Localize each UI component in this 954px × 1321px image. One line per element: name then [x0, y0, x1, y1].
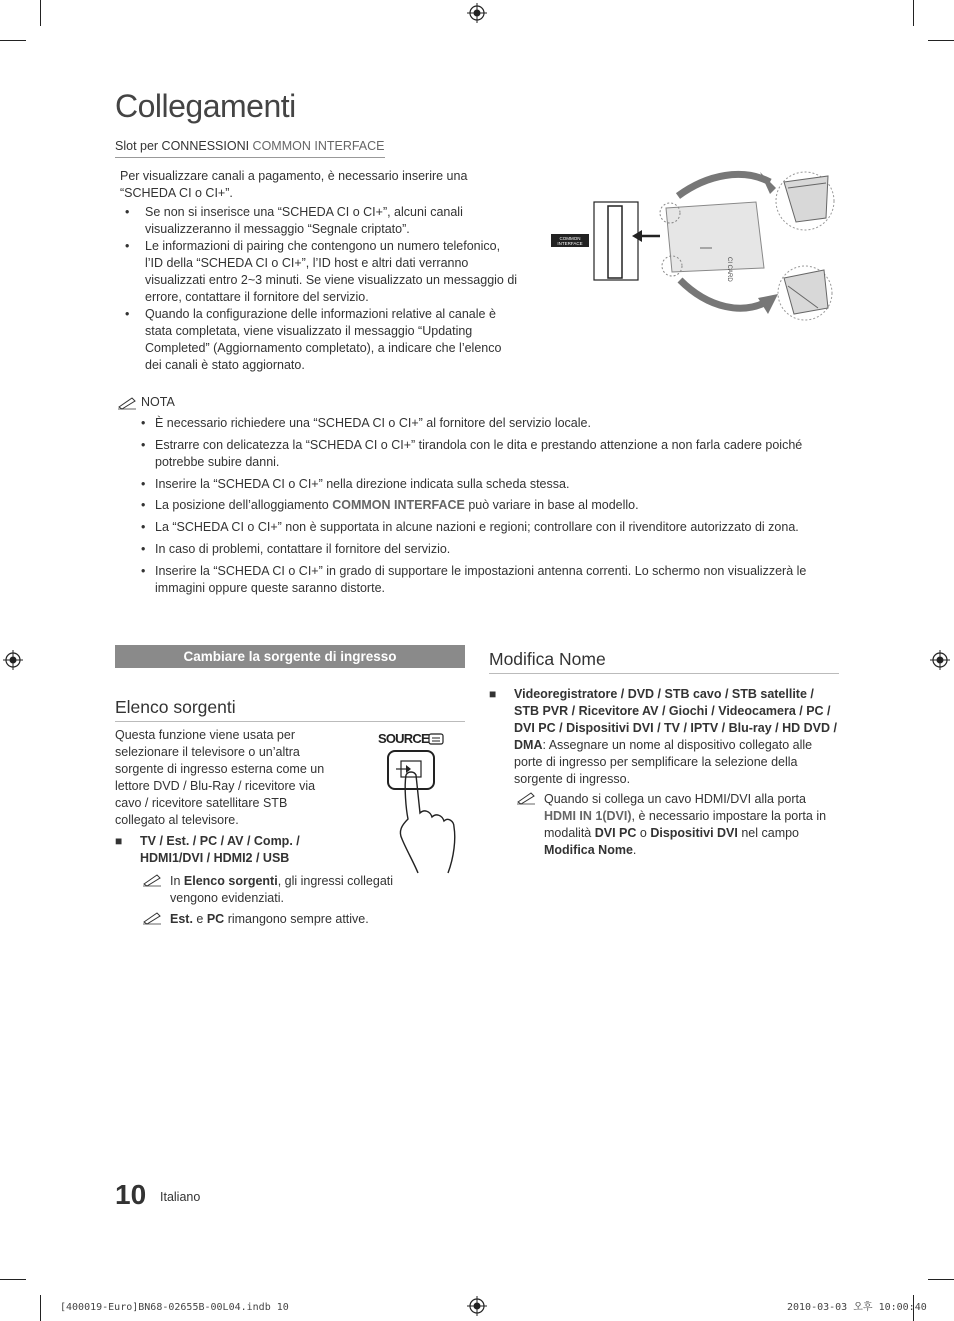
pencil-icon: [142, 911, 162, 925]
modifica-item-bold: Videoregistratore / DVD / STB cavo / STB satellite / STB PVR / Ricevitore AV / Giochi / Videocamera / PC / DVI PC / Dispositivi DVI / TV / IPTV / Blu-ray / HD DVD / DMA: [514, 687, 837, 752]
tv-slot-label: [551, 234, 589, 247]
top-arrow-icon: [760, 172, 776, 194]
nota-block: [117, 394, 847, 602]
elenco-notes: [140, 869, 410, 928]
modifica-note: [514, 787, 839, 859]
square-bullet-icon: ■: [115, 834, 123, 848]
list-item: • Quando la configurazione delle informazioni relative al canale è stata completata, viene visualizzato il messaggio “Updating Completed” (Aggiornamento completato), a indicare che l’elenco dei canali è stato aggiornato.: [120, 306, 520, 374]
section-subheading: [115, 138, 385, 158]
note-line: Quando si collega un cavo HDMI/DVI alla porta HDMI IN 1(DVI), è necessario impostare la porta in modalità DVI PC o Dispositivi DVI nel campo Modifica Nome.: [514, 791, 839, 859]
list-item: [115, 833, 325, 867]
source-icon: [429, 734, 443, 744]
source-button-illustration: [376, 727, 466, 877]
print-date-info: 2010-03-03 오후 10:00:40: [787, 1302, 927, 1313]
list-item: • Le informazioni di pairing che contengono un numero telefonico, l’ID della “SCHEDA CI o CI+”, l’ID host e altri dati verranno visualizzati entro 2~3 minuti. Se viene visualizzato un messaggio di errore, contattare il fornitore del servizio.: [120, 238, 520, 306]
modifica-body: [489, 682, 837, 788]
registration-mark-icon: [3, 650, 23, 670]
list-item: • È necessario richiedere una “SCHEDA CI o CI+” al fornitore del servizio locale.: [141, 415, 847, 432]
crop-mark: [40, 1295, 41, 1321]
ci-slot: [608, 206, 622, 278]
remote-button: [388, 751, 434, 789]
list-item: • Estrarre con delicatezza la “SCHEDA CI o CI+” tirandola con le dita e prestando attenzione a non farla cadere poiché potrebbe subire danni.: [141, 437, 847, 471]
ci-card-illustration: [548, 168, 838, 328]
list-item: • La posizione dell’alloggiamento COMMON INTERFACE può variare in base al modello.: [141, 497, 847, 514]
pencil-icon: [516, 791, 536, 805]
list-item: • Inserire la “SCHEDA CI o CI+” nella direzione indicata sulla scheda stessa.: [141, 476, 847, 493]
nota-label: NOTA: [141, 395, 175, 409]
intro-block: [120, 168, 520, 374]
card-label-text: CI CARD: [726, 257, 732, 282]
registration-mark-icon: [467, 1296, 487, 1316]
nota-header: [117, 394, 847, 411]
elenco-item-text: TV / Est. / PC / AV / Comp. / HDMI1/DVI / HDMI2 / USB: [140, 834, 300, 865]
list-item: • Se non si inserisce una “SCHEDA CI o CI+”, alcuni canali visualizzeranno il messaggio “Segnale criptato”.: [120, 204, 520, 238]
section-bar: Cambiare la sorgente di ingresso: [115, 645, 465, 668]
tv-label-text: COMMON: [559, 236, 581, 241]
note-line: In Elenco sorgenti, gli ingressi collegati vengono evidenziati.: [140, 873, 410, 907]
page-number: 10: [115, 1179, 147, 1210]
intro-text: Per visualizzare canali a pagamento, è necessario inserire una “SCHEDA CI o CI+”.: [120, 169, 468, 200]
tv-label-text: INTERFACE: [557, 241, 583, 246]
source-label-text: SOURCE: [378, 731, 429, 746]
list-item: [489, 686, 837, 788]
crop-mark: [0, 1279, 26, 1280]
registration-mark-icon: [467, 3, 487, 23]
elenco-heading: Elenco sorgenti: [115, 696, 465, 722]
modifica-item-text: : Assegnare un nome al dispositivo collegato alle porte di ingresso per semplificare la selezione della sorgente di ingresso.: [514, 738, 813, 786]
page-language: Italiano: [160, 1190, 201, 1204]
crop-mark: [0, 40, 26, 41]
pencil-icon: [142, 873, 162, 887]
list-item: • In caso di problemi, contattare il fornitore del servizio.: [141, 541, 847, 558]
list-item: • Inserire la “SCHEDA CI o CI+” in grado di supportare le impostazioni antenna correnti. Lo schermo non visualizzerà le immagini oppure queste saranno distorte.: [141, 563, 847, 597]
modifica-heading: Modifica Nome: [489, 648, 839, 674]
list-item: • La “SCHEDA CI o CI+” non è supportata in alcune nazioni e regioni; controllare con il rivenditore autorizzato di zona.: [141, 519, 847, 536]
crop-mark: [913, 0, 914, 26]
subheading-prefix: Slot per CONNESSIONI: [115, 139, 253, 153]
elenco-text: Questa funzione viene usata per selezionare il televisore o un’altra sorgente di ingresso esterna come un lettore DVD / Blu-Ray / ricevitore via cavo / ricevitore satellitare STB collegato al televisore.: [115, 728, 325, 827]
pencil-icon: [117, 396, 137, 410]
nota-list: [141, 415, 847, 597]
square-bullet-icon: ■: [489, 687, 497, 701]
intro-bullets: [120, 204, 520, 374]
note-line: Est. e PC rimangono sempre attive.: [140, 911, 410, 928]
registration-mark-icon: [930, 650, 950, 670]
crop-mark: [928, 40, 954, 41]
elenco-body: [115, 727, 325, 867]
crop-mark: [40, 0, 41, 26]
crop-mark: [928, 1279, 954, 1280]
subheading-highlight: COMMON INTERFACE: [252, 139, 385, 153]
print-file-info: [400019-Euro]BN68-02655B-00L04.indb 10: [60, 1302, 289, 1313]
page-title: Collegamenti: [115, 88, 296, 124]
